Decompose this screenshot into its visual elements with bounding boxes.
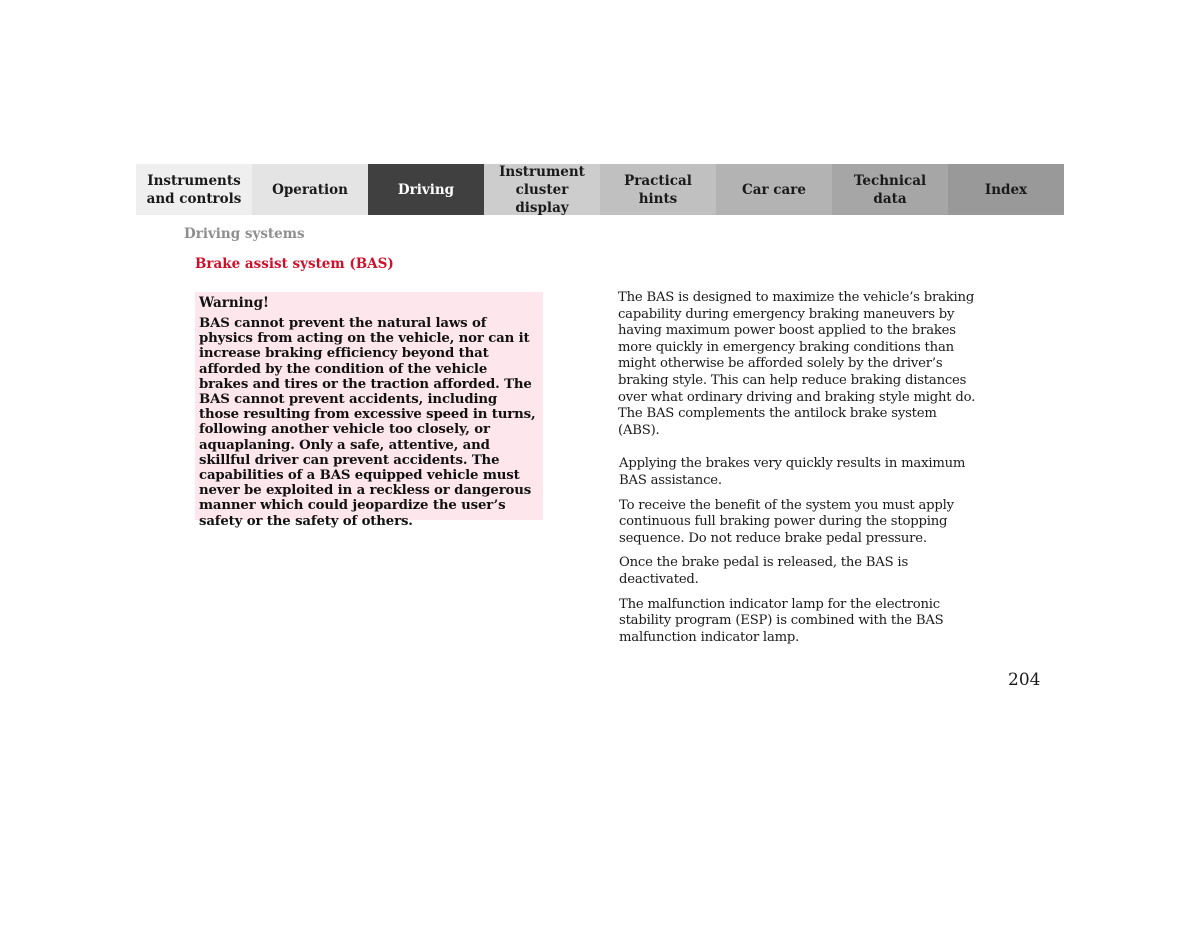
tab-index[interactable]: Index: [948, 164, 1064, 215]
warning-text: BAS cannot prevent the natural laws of physics from acting on the vehicle, nor can it increase braking efficiency beyond that afforded by the condition of the vehicle brakes and tires or the traction afforded. The BAS cannot prevent accidents, including those resulting from excessive speed in turns, following another vehicle too closely, or aquaplaning. Only a safe, attentive, and skillful driver can prevent accidents. The capabilities of a BAS equipped vehicle must never be exploited in a reckless or dangerous manner which could jeopardize the user’s safety or the safety of others.: [199, 316, 536, 529]
tab-instrument-cluster-display[interactable]: Instrument cluster display: [484, 164, 600, 215]
warning-title: Warning!: [199, 295, 269, 311]
paragraph-continuous-braking: To receive the benefit of the system you must apply continuous full braking power during the stopping sequence. Do not reduce brake pedal pressure.: [619, 497, 954, 546]
tab-instruments-and-controls[interactable]: Instruments and controls: [136, 164, 252, 215]
tab-operation[interactable]: Operation: [252, 164, 368, 215]
chapter-navigation: [136, 164, 1064, 215]
page-number: 204: [1008, 670, 1041, 690]
paragraph-indicator-lamp: The malfunction indicator lamp for the electronic stability program (ESP) is combined with the BAS malfunction indicator lamp.: [619, 596, 944, 645]
tab-car-care[interactable]: Car care: [716, 164, 832, 215]
paragraph-applying-brakes: Applying the brakes very quickly results in maximum BAS assistance.: [619, 456, 966, 488]
page-heading: Brake assist system (BAS): [195, 256, 394, 272]
tab-practical-hints[interactable]: Practical hints: [600, 164, 716, 215]
paragraph-deactivation: Once the brake pedal is released, the BAS is deactivated.: [619, 555, 909, 587]
section-title: Driving systems: [184, 226, 305, 242]
body-text-column: [618, 290, 978, 654]
paragraph-intro: The BAS is designed to maximize the vehicle’s braking capability during emergency braking maneuvers by having maximum power boost applied to the brakes more quickly in emergency braking conditions than might otherwise be afforded solely by the driver’s braking style. This can help reduce braking distances over what ordinary driving and braking style might do. The BAS complements the antilock brake system (ABS).: [618, 290, 976, 438]
warning-box: [195, 292, 543, 529]
tab-technical-data[interactable]: Technical data: [832, 164, 948, 215]
tab-driving[interactable]: Driving: [368, 164, 484, 215]
